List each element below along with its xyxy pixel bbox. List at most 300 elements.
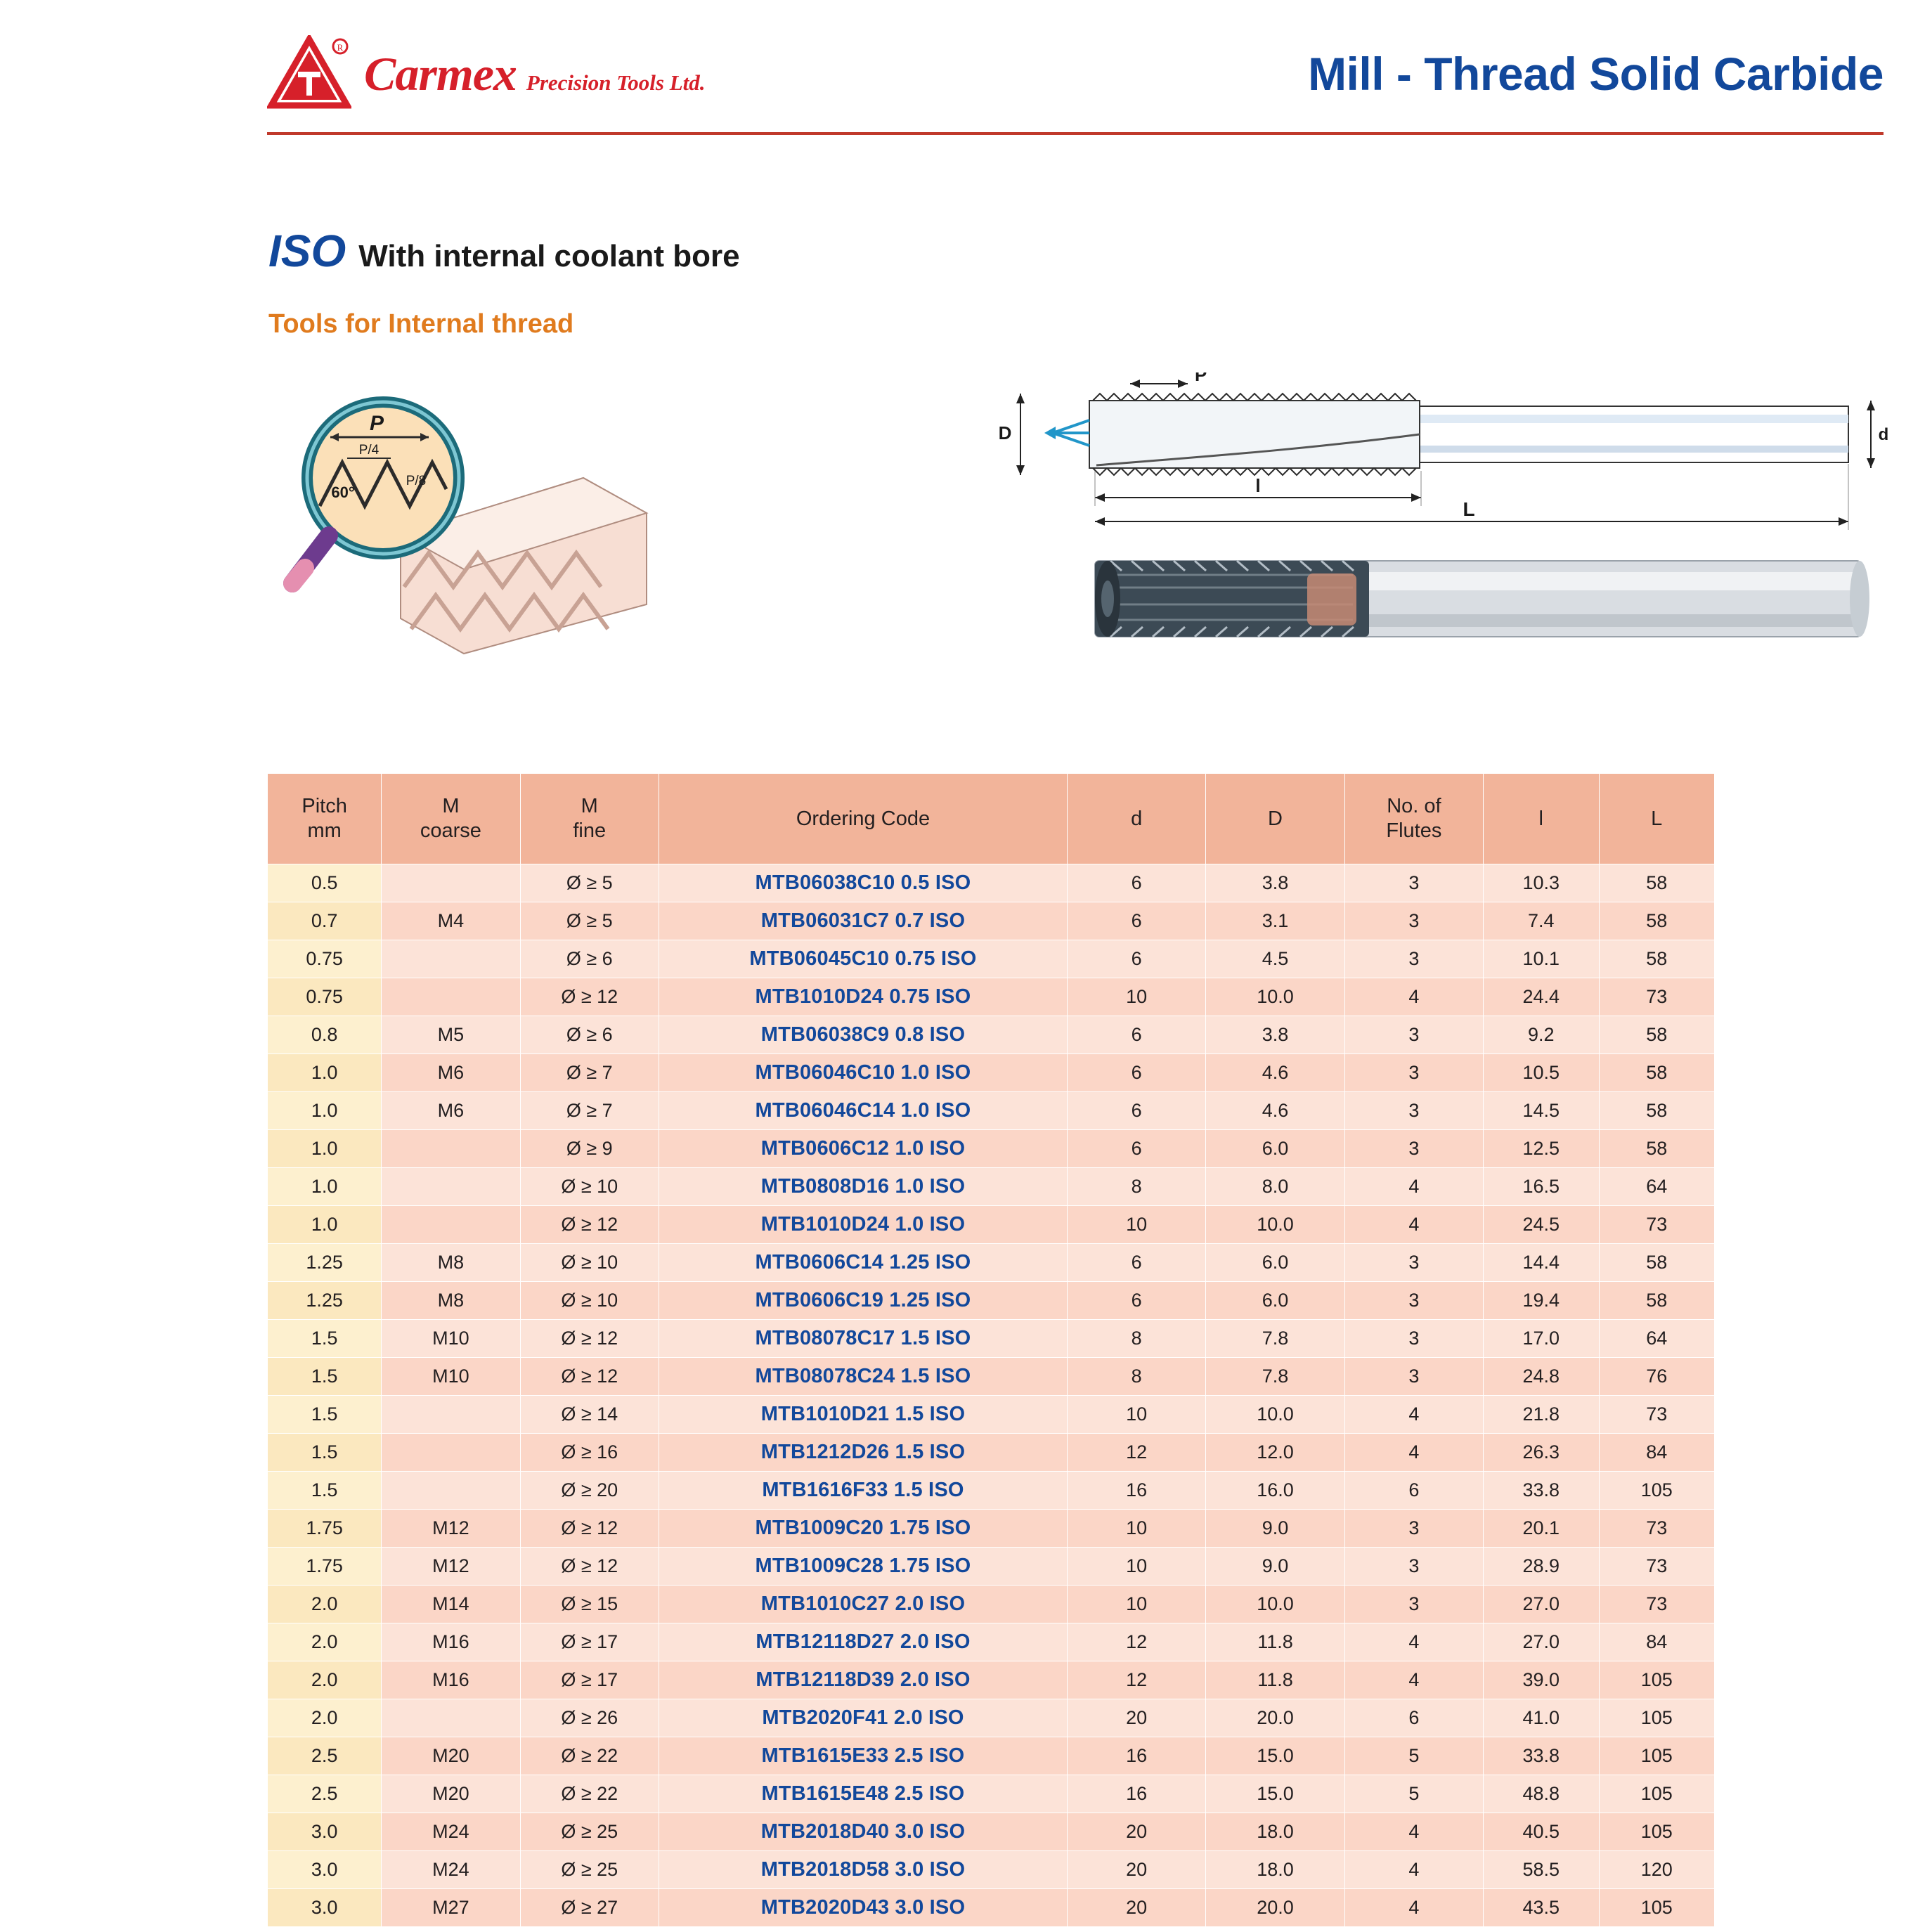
cell-m-coarse: M10: [382, 1320, 520, 1358]
cell-flutes: 3: [1344, 864, 1483, 902]
table-row: [268, 1775, 1715, 1813]
cell-m-coarse: M20: [382, 1737, 520, 1775]
cell-L: 73: [1599, 1548, 1715, 1586]
cell-l: 58.5: [1484, 1851, 1599, 1889]
cell-pitch: 1.75: [268, 1548, 382, 1586]
cell-ordering-code: MTB2018D40 3.0 ISO: [659, 1813, 1067, 1851]
cell-ordering-code: MTB2020D43 3.0 ISO: [659, 1889, 1067, 1927]
cell-l: 17.0: [1484, 1320, 1599, 1358]
cell-D: 9.0: [1206, 1548, 1344, 1586]
col-header-D: [1206, 774, 1344, 864]
cell-pitch: 1.5: [268, 1396, 382, 1434]
section-description: With internal coolant bore: [358, 239, 740, 273]
cell-ordering-code: MTB06038C10 0.5 ISO: [659, 864, 1067, 902]
cell-L: 58: [1599, 902, 1715, 940]
cell-m-fine: Ø ≥ 22: [520, 1775, 659, 1813]
cell-d: 16: [1068, 1775, 1206, 1813]
col-header-ordering-code-l1: Ordering Code: [796, 807, 931, 830]
col-header-L-l1: L: [1651, 807, 1663, 830]
cell-D: 4.6: [1206, 1092, 1344, 1130]
right-diagram-d-label: d: [1878, 425, 1889, 444]
left-diagram-angle-label: 60°: [331, 484, 355, 501]
cell-l: 48.8: [1484, 1775, 1599, 1813]
cell-d: 20: [1068, 1851, 1206, 1889]
cell-ordering-code: MTB08078C17 1.5 ISO: [659, 1320, 1067, 1358]
cell-l: 10.3: [1484, 864, 1599, 902]
cell-m-fine: Ø ≥ 15: [520, 1586, 659, 1623]
col-header-m-coarse: [382, 774, 520, 864]
table-row: [268, 1851, 1715, 1889]
cell-flutes: 3: [1344, 1282, 1483, 1320]
cell-m-fine: Ø ≥ 9: [520, 1130, 659, 1168]
cell-pitch: 2.0: [268, 1623, 382, 1661]
cell-ordering-code: MTB0606C14 1.25 ISO: [659, 1244, 1067, 1282]
cell-D: 3.8: [1206, 864, 1344, 902]
col-header-m-fine-l1: M: [581, 795, 598, 818]
cell-ordering-code: MTB1010D21 1.5 ISO: [659, 1396, 1067, 1434]
cell-flutes: 3: [1344, 940, 1483, 978]
table-row: [268, 1244, 1715, 1282]
cell-m-coarse: [382, 1472, 520, 1510]
cell-d: 8: [1068, 1168, 1206, 1206]
specification-table: [267, 773, 1715, 1927]
cell-m-fine: Ø ≥ 6: [520, 1016, 659, 1054]
cell-ordering-code: MTB0606C12 1.0 ISO: [659, 1130, 1067, 1168]
cell-l: 20.1: [1484, 1510, 1599, 1548]
col-header-m-coarse-l2: coarse: [420, 819, 481, 842]
cell-l: 7.4: [1484, 902, 1599, 940]
cell-d: 16: [1068, 1472, 1206, 1510]
cell-L: 73: [1599, 1510, 1715, 1548]
cell-m-fine: Ø ≥ 12: [520, 1320, 659, 1358]
col-header-ordering-code: [659, 774, 1067, 864]
table-row: [268, 1434, 1715, 1472]
cell-m-coarse: M8: [382, 1244, 520, 1282]
cell-l: 43.5: [1484, 1889, 1599, 1927]
section-title: [268, 225, 740, 277]
cell-L: 105: [1599, 1472, 1715, 1510]
cell-pitch: 0.7: [268, 902, 382, 940]
cell-flutes: 3: [1344, 1510, 1483, 1548]
cell-D: 18.0: [1206, 1813, 1344, 1851]
cell-L: 58: [1599, 1282, 1715, 1320]
col-header-l: [1484, 774, 1599, 864]
col-header-d-l1: d: [1131, 807, 1143, 830]
right-diagram-l-label: l: [1255, 475, 1261, 496]
cell-L: 105: [1599, 1813, 1715, 1851]
cell-flutes: 4: [1344, 1813, 1483, 1851]
cell-ordering-code: MTB06038C9 0.8 ISO: [659, 1016, 1067, 1054]
cell-D: 7.8: [1206, 1320, 1344, 1358]
cell-m-fine: Ø ≥ 7: [520, 1092, 659, 1130]
cell-d: 20: [1068, 1699, 1206, 1737]
cell-m-coarse: M14: [382, 1586, 520, 1623]
cell-l: 26.3: [1484, 1434, 1599, 1472]
cell-D: 9.0: [1206, 1510, 1344, 1548]
cell-ordering-code: MTB0606C19 1.25 ISO: [659, 1282, 1067, 1320]
table-row: [268, 902, 1715, 940]
specification-table-wrapper: [267, 773, 1715, 1927]
cell-flutes: 4: [1344, 1889, 1483, 1927]
cell-flutes: 3: [1344, 1016, 1483, 1054]
cell-l: 33.8: [1484, 1737, 1599, 1775]
cell-flutes: 4: [1344, 1661, 1483, 1699]
table-row: [268, 1737, 1715, 1775]
table-row: [268, 1586, 1715, 1623]
cell-pitch: 1.0: [268, 1168, 382, 1206]
cell-D: 3.1: [1206, 902, 1344, 940]
cell-ordering-code: MTB06046C10 1.0 ISO: [659, 1054, 1067, 1092]
cell-pitch: 3.0: [268, 1889, 382, 1927]
cell-L: 84: [1599, 1623, 1715, 1661]
table-row: [268, 1548, 1715, 1586]
cell-d: 12: [1068, 1434, 1206, 1472]
cell-L: 105: [1599, 1661, 1715, 1699]
cell-m-fine: Ø ≥ 16: [520, 1434, 659, 1472]
cell-m-fine: Ø ≥ 6: [520, 940, 659, 978]
cell-D: 4.5: [1206, 940, 1344, 978]
left-diagram-p4-label: P/4: [358, 443, 380, 458]
thread-profile-illustration: [253, 372, 689, 668]
cell-m-coarse: [382, 1396, 520, 1434]
table-row: [268, 1813, 1715, 1851]
cell-l: 14.4: [1484, 1244, 1599, 1282]
cell-m-coarse: M6: [382, 1092, 520, 1130]
cell-L: 105: [1599, 1775, 1715, 1813]
cell-ordering-code: MTB1010C27 2.0 ISO: [659, 1586, 1067, 1623]
table-row: [268, 1396, 1715, 1434]
cell-pitch: 2.0: [268, 1661, 382, 1699]
cell-m-fine: Ø ≥ 7: [520, 1054, 659, 1092]
cell-L: 58: [1599, 1244, 1715, 1282]
cell-l: 19.4: [1484, 1282, 1599, 1320]
cell-D: 6.0: [1206, 1244, 1344, 1282]
cell-flutes: 5: [1344, 1775, 1483, 1813]
col-header-m-fine: [520, 774, 659, 864]
cell-pitch: 0.8: [268, 1016, 382, 1054]
cell-l: 16.5: [1484, 1168, 1599, 1206]
col-header-pitch-l2: mm: [307, 819, 342, 842]
cell-d: 6: [1068, 1016, 1206, 1054]
cell-L: 58: [1599, 1054, 1715, 1092]
table-body: [268, 864, 1715, 1927]
cell-flutes: 3: [1344, 1548, 1483, 1586]
cell-m-fine: Ø ≥ 25: [520, 1851, 659, 1889]
col-header-m-fine-l2: fine: [573, 819, 607, 842]
cell-l: 10.5: [1484, 1054, 1599, 1092]
cell-flutes: 3: [1344, 1358, 1483, 1396]
cell-m-fine: Ø ≥ 27: [520, 1889, 659, 1927]
cell-L: 58: [1599, 940, 1715, 978]
brand-name: Carmex: [364, 46, 517, 101]
cell-l: 27.0: [1484, 1586, 1599, 1623]
cell-m-coarse: [382, 1168, 520, 1206]
col-header-flutes-l1: No. of: [1387, 795, 1441, 818]
cell-l: 10.1: [1484, 940, 1599, 978]
cell-ordering-code: MTB12118D39 2.0 ISO: [659, 1661, 1067, 1699]
cell-D: 16.0: [1206, 1472, 1344, 1510]
cell-pitch: 1.5: [268, 1320, 382, 1358]
cell-l: 28.9: [1484, 1548, 1599, 1586]
cell-pitch: 1.5: [268, 1434, 382, 1472]
cell-pitch: 1.75: [268, 1510, 382, 1548]
right-diagram-D-label: D: [998, 422, 1012, 443]
section-standard-label: ISO: [268, 226, 346, 276]
cell-pitch: 0.5: [268, 864, 382, 902]
cell-d: 12: [1068, 1623, 1206, 1661]
cell-ordering-code: MTB1212D26 1.5 ISO: [659, 1434, 1067, 1472]
cell-flutes: 4: [1344, 1168, 1483, 1206]
cell-d: 12: [1068, 1661, 1206, 1699]
col-header-D-l1: D: [1268, 807, 1283, 830]
brand-block: [267, 35, 706, 112]
cell-ordering-code: MTB1615E33 2.5 ISO: [659, 1737, 1067, 1775]
section-subtitle: Tools for Internal thread: [268, 309, 574, 339]
cell-m-fine: Ø ≥ 17: [520, 1623, 659, 1661]
col-header-pitch-l1: Pitch: [302, 795, 347, 818]
right-diagram-L-label: L: [1463, 498, 1475, 520]
cell-L: 105: [1599, 1737, 1715, 1775]
table-row: [268, 1320, 1715, 1358]
cell-D: 20.0: [1206, 1889, 1344, 1927]
cell-pitch: 1.25: [268, 1282, 382, 1320]
cell-pitch: 3.0: [268, 1813, 382, 1851]
table-row: [268, 1054, 1715, 1092]
cell-flutes: 4: [1344, 1434, 1483, 1472]
cell-flutes: 6: [1344, 1472, 1483, 1510]
cell-flutes: 4: [1344, 1396, 1483, 1434]
table-row: [268, 1130, 1715, 1168]
cell-d: 6: [1068, 864, 1206, 902]
cell-d: 8: [1068, 1320, 1206, 1358]
cell-l: 27.0: [1484, 1623, 1599, 1661]
tool-dimension-illustration: [977, 372, 1891, 703]
svg-text:R: R: [337, 42, 344, 53]
cell-L: 120: [1599, 1851, 1715, 1889]
cell-flutes: 3: [1344, 1092, 1483, 1130]
cell-pitch: 1.0: [268, 1054, 382, 1092]
cell-m-coarse: M16: [382, 1623, 520, 1661]
cell-pitch: 2.5: [268, 1775, 382, 1813]
table-row: [268, 940, 1715, 978]
cell-ordering-code: MTB2018D58 3.0 ISO: [659, 1851, 1067, 1889]
cell-m-coarse: M24: [382, 1851, 520, 1889]
cell-D: 11.8: [1206, 1623, 1344, 1661]
cell-flutes: 3: [1344, 1320, 1483, 1358]
cell-m-fine: Ø ≥ 12: [520, 978, 659, 1016]
table-row: [268, 1889, 1715, 1927]
cell-L: 105: [1599, 1699, 1715, 1737]
col-header-l-l1: l: [1538, 807, 1543, 830]
cell-m-coarse: M4: [382, 902, 520, 940]
cell-pitch: 2.0: [268, 1586, 382, 1623]
cell-L: 76: [1599, 1358, 1715, 1396]
cell-m-coarse: M12: [382, 1510, 520, 1548]
cell-pitch: 3.0: [268, 1851, 382, 1889]
cell-m-fine: Ø ≥ 22: [520, 1737, 659, 1775]
col-header-m-coarse-l1: M: [442, 795, 460, 818]
cell-ordering-code: MTB08078C24 1.5 ISO: [659, 1358, 1067, 1396]
cell-L: 73: [1599, 1206, 1715, 1244]
cell-pitch: 2.0: [268, 1699, 382, 1737]
table-header-row: [268, 774, 1715, 864]
table-row: [268, 1092, 1715, 1130]
cell-d: 6: [1068, 940, 1206, 978]
cell-m-fine: Ø ≥ 10: [520, 1282, 659, 1320]
cell-l: 24.5: [1484, 1206, 1599, 1244]
cell-pitch: 1.5: [268, 1472, 382, 1510]
cell-m-fine: Ø ≥ 17: [520, 1661, 659, 1699]
cell-D: 6.0: [1206, 1130, 1344, 1168]
cell-ordering-code: MTB1010D24 1.0 ISO: [659, 1206, 1067, 1244]
cell-D: 10.0: [1206, 978, 1344, 1016]
cell-m-fine: Ø ≥ 10: [520, 1244, 659, 1282]
cell-d: 6: [1068, 1244, 1206, 1282]
cell-m-fine: Ø ≥ 5: [520, 902, 659, 940]
cell-l: 24.4: [1484, 978, 1599, 1016]
table-row: [268, 864, 1715, 902]
cell-d: 8: [1068, 1358, 1206, 1396]
cell-ordering-code: MTB1009C28 1.75 ISO: [659, 1548, 1067, 1586]
cell-m-fine: Ø ≥ 20: [520, 1472, 659, 1510]
cell-pitch: 1.5: [268, 1358, 382, 1396]
cell-ordering-code: MTB1615E48 2.5 ISO: [659, 1775, 1067, 1813]
cell-flutes: 3: [1344, 1244, 1483, 1282]
cell-m-coarse: [382, 1434, 520, 1472]
cell-D: 8.0: [1206, 1168, 1344, 1206]
cell-flutes: 6: [1344, 1699, 1483, 1737]
cell-L: 64: [1599, 1168, 1715, 1206]
cell-D: 12.0: [1206, 1434, 1344, 1472]
cell-d: 10: [1068, 1206, 1206, 1244]
cell-m-fine: Ø ≥ 12: [520, 1510, 659, 1548]
col-header-L: [1599, 774, 1715, 864]
cell-flutes: 4: [1344, 1623, 1483, 1661]
cell-m-fine: Ø ≥ 25: [520, 1813, 659, 1851]
cell-D: 10.0: [1206, 1586, 1344, 1623]
cell-D: 20.0: [1206, 1699, 1344, 1737]
right-diagram-P-label: P: [1195, 372, 1207, 385]
cell-pitch: 1.0: [268, 1206, 382, 1244]
table-row: [268, 1016, 1715, 1054]
cell-d: 10: [1068, 1548, 1206, 1586]
cell-d: 6: [1068, 1054, 1206, 1092]
cell-D: 10.0: [1206, 1206, 1344, 1244]
cell-L: 73: [1599, 1586, 1715, 1623]
cell-L: 84: [1599, 1434, 1715, 1472]
table-row: [268, 1472, 1715, 1510]
table-row: [268, 1661, 1715, 1699]
cell-l: 39.0: [1484, 1661, 1599, 1699]
cell-ordering-code: MTB06031C7 0.7 ISO: [659, 902, 1067, 940]
cell-l: 9.2: [1484, 1016, 1599, 1054]
table-row: [268, 1206, 1715, 1244]
cell-m-coarse: M5: [382, 1016, 520, 1054]
cell-l: 12.5: [1484, 1130, 1599, 1168]
cell-D: 15.0: [1206, 1775, 1344, 1813]
cell-m-fine: Ø ≥ 5: [520, 864, 659, 902]
cell-d: 10: [1068, 978, 1206, 1016]
cell-d: 6: [1068, 1282, 1206, 1320]
cell-m-coarse: [382, 864, 520, 902]
cell-d: 20: [1068, 1889, 1206, 1927]
cell-l: 21.8: [1484, 1396, 1599, 1434]
col-header-flutes: [1344, 774, 1483, 864]
cell-D: 3.8: [1206, 1016, 1344, 1054]
cell-flutes: 3: [1344, 1586, 1483, 1623]
cell-pitch: 1.0: [268, 1130, 382, 1168]
table-row: [268, 1510, 1715, 1548]
cell-L: 58: [1599, 1016, 1715, 1054]
table-row: [268, 978, 1715, 1016]
table-row: [268, 1168, 1715, 1206]
cell-flutes: 3: [1344, 1130, 1483, 1168]
cell-L: 58: [1599, 1092, 1715, 1130]
cell-D: 7.8: [1206, 1358, 1344, 1396]
cell-ordering-code: MTB0808D16 1.0 ISO: [659, 1168, 1067, 1206]
page-title: Mill - Thread Solid Carbide: [1308, 48, 1884, 100]
cell-m-coarse: [382, 940, 520, 978]
cell-m-fine: Ø ≥ 10: [520, 1168, 659, 1206]
cell-d: 10: [1068, 1586, 1206, 1623]
header-divider: [267, 132, 1884, 135]
col-header-d: [1068, 774, 1206, 864]
cell-l: 40.5: [1484, 1813, 1599, 1851]
page-header: [267, 21, 1884, 127]
cell-m-fine: Ø ≥ 14: [520, 1396, 659, 1434]
cell-d: 10: [1068, 1396, 1206, 1434]
table-row: [268, 1282, 1715, 1320]
cell-d: 20: [1068, 1813, 1206, 1851]
left-diagram-p8-label: P/8: [406, 474, 427, 488]
cell-m-coarse: M12: [382, 1548, 520, 1586]
cell-ordering-code: MTB1010D24 0.75 ISO: [659, 978, 1067, 1016]
cell-D: 18.0: [1206, 1851, 1344, 1889]
cell-L: 64: [1599, 1320, 1715, 1358]
cell-L: 58: [1599, 864, 1715, 902]
cell-m-fine: Ø ≥ 26: [520, 1699, 659, 1737]
cell-m-coarse: M24: [382, 1813, 520, 1851]
table-row: [268, 1623, 1715, 1661]
cell-d: 6: [1068, 902, 1206, 940]
cell-m-coarse: [382, 1130, 520, 1168]
cell-L: 105: [1599, 1889, 1715, 1927]
cell-L: 73: [1599, 1396, 1715, 1434]
cell-m-coarse: M6: [382, 1054, 520, 1092]
cell-flutes: 5: [1344, 1737, 1483, 1775]
cell-flutes: 4: [1344, 1851, 1483, 1889]
cell-pitch: 0.75: [268, 940, 382, 978]
cell-pitch: 0.75: [268, 978, 382, 1016]
cell-ordering-code: MTB2020F41 2.0 ISO: [659, 1699, 1067, 1737]
cell-pitch: 1.25: [268, 1244, 382, 1282]
cell-l: 24.8: [1484, 1358, 1599, 1396]
cell-m-fine: Ø ≥ 12: [520, 1548, 659, 1586]
cell-ordering-code: MTB1616F33 1.5 ISO: [659, 1472, 1067, 1510]
cell-d: 10: [1068, 1510, 1206, 1548]
cell-D: 11.8: [1206, 1661, 1344, 1699]
brand-subtitle: Precision Tools Ltd.: [526, 70, 706, 95]
cell-d: 6: [1068, 1092, 1206, 1130]
cell-pitch: 1.0: [268, 1092, 382, 1130]
col-header-flutes-l2: Flutes: [1386, 819, 1442, 842]
cell-D: 4.6: [1206, 1054, 1344, 1092]
table-row: [268, 1699, 1715, 1737]
col-header-pitch: [268, 774, 382, 864]
cell-m-coarse: M27: [382, 1889, 520, 1927]
cell-m-coarse: [382, 978, 520, 1016]
cell-m-coarse: M20: [382, 1775, 520, 1813]
